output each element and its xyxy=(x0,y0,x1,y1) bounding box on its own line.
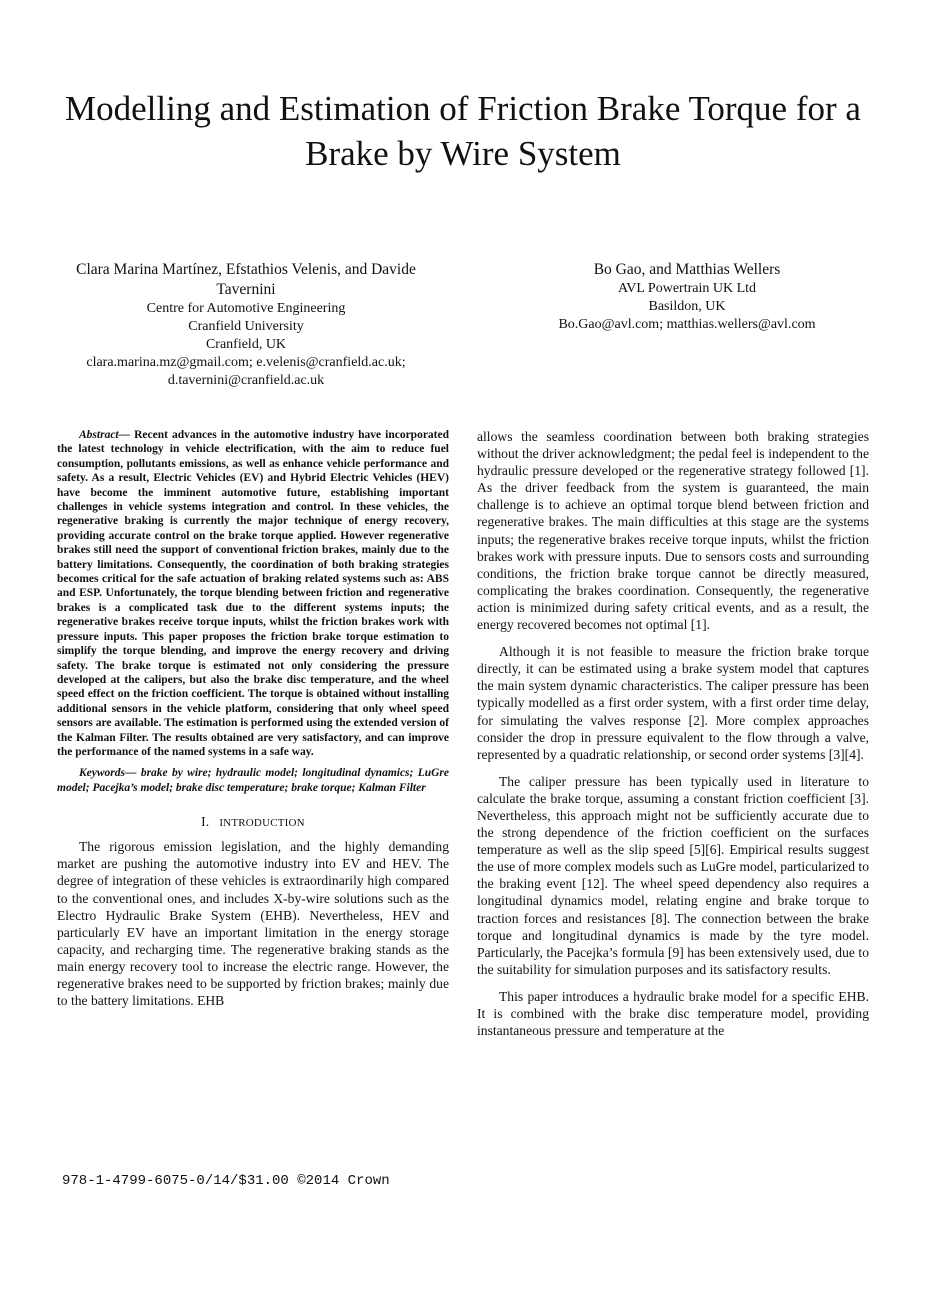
author-names-left: Clara Marina Martínez, Efstathios Velenis, and Davide Tavernini xyxy=(76,261,416,298)
body-paragraph: allows the seamless coordination between both braking strategies without the driver acknowledgment; the pedal feel is independent to the hydraulic pressure developed or the regenerative strategy followed [1]. As the driver feedback from the system is guaranteed, the main challenge is to achieve an optimal torque blend between friction and regenerative brakes. The main difficulties at this stage are the systems inputs; the regenerative brakes receive torque inputs, whilst the friction brakes work with pressure inputs. Due to sensors costs and surrounding conditions, the friction brake torque cannot be directly measured, complicating the brakes coordination. Consequently, the regenerative action is minimized during safety critical events, and as a result, the energy recovered becomes not optimal [1]. xyxy=(477,429,869,633)
keywords: Keywords— brake by wire; hydraulic model; longitudinal dynamics; LuGre model; Pacejka’s model; brake disc temperature; brake torque; Kalman Filter xyxy=(57,767,449,794)
body-paragraph: Although it is not feasible to measure the friction brake torque directly, it can be estimated using a brake system model that captures the main system dynamic characteristics. The caliper pressure has been typically modelled as a first order system, with a first order time delay, for simulating the valves response [2]. More complex approaches consider the drop in pressure equivalent to the flow through a valve, represented by a quadratic relationship, or second order systems [3][4]. xyxy=(477,644,869,762)
affiliation-line: Cranfield University xyxy=(188,319,304,334)
affiliation-line: AVL Powertrain UK Ltd xyxy=(617,281,757,296)
abstract xyxy=(57,428,449,759)
section-heading xyxy=(57,813,449,832)
affiliation-line: Cranfield, UK xyxy=(205,337,287,352)
left-column xyxy=(57,428,449,1009)
affiliation-line: Centre for Automotive Engineering xyxy=(146,301,346,316)
affiliation-line: Basildon, UK xyxy=(648,299,726,314)
author-block-right xyxy=(498,260,876,334)
paper-title: Modelling and Estimation of Friction Brake Torque for a Brake by Wire System xyxy=(65,89,861,173)
body-paragraph: The caliper pressure has been typically used in literature to calculate the brake torque, assuming a constant friction coefficient [3]. Nevertheless, this approach might not be sufficiently accurate due to the strong dependence of the friction coefficient on the surfaces temperature as well as the slip speed [5][6]. Empirical results suggest the use of more complex models such as LuGre model, particularized to the braking event [12]. The wheel speed dependency also requires a longitudinal dynamics model, relating engine and brake torque to traction forces and resistances [8]. The connection between the brake torque and longitudinal dynamics is made by the tyre model. Particularly, the Pacejka’s formula [9] has been extensively used, due to the suitability for simulation purposes and its satisfactory results. xyxy=(477,773,869,977)
body-paragraph: This paper introduces a hydraulic brake model for a specific EHB. It is combined with the brake disc temperature model, providing instantaneous pressure and temperature at the xyxy=(477,988,869,1039)
section-title: INTRODUCTION xyxy=(219,817,305,830)
right-column xyxy=(477,428,869,1039)
section-numeral: I. xyxy=(201,814,210,830)
author-email: Bo.Gao@avl.com; matthias.wellers@avl.com xyxy=(558,317,816,332)
body-paragraph: The rigorous emission legislation, and the highly demanding market are pushing the automotive industry into EV and HEV. The degree of integration of these vehicles is extraordinarily high compared to the conventional ones, and includes X-by-wire solutions such as the Electro Hydraulic Brake System (EHB). Nevertheless, HEV and particularly EV have an important limitation in the energy storage capacity, and recharging time. The regenerative braking stands as the main energy recovery tool to increase the electric range. However, the regenerative brakes need to be supported by friction brakes; mainly due to the battery limitations. EHB xyxy=(57,839,449,1009)
abstract-label: Abstract— xyxy=(79,429,131,441)
author-names-right: Bo Gao, and Matthias Wellers xyxy=(593,261,781,278)
author-email: d.tavernini@cranfield.ac.uk xyxy=(167,373,325,388)
abstract-text: Recent advances in the automotive industry have incorporated the latest technology in vehicle electrification, with the aim to reduce fuel consumption, pollutants emissions, as well as enhance vehicle performance and safety. As a result, Electric Vehicles (EV) and Hybrid Electric Vehicles (HEV) have become the imminent automotive future, establishing important challenges in vehicle systems integration and control. In these vehicles, the regenerative braking is currently the major technique of energy recovery, providing accurate control on the brake torque applied. However regenerative brakes still need the support of conventional friction brakes, mainly due to the battery limitations. Consequently, the coordination of both braking strategies becomes critical for the safe actuation of braking related systems such as: ABS and ESP. Unfortunately, the torque blending between friction and regenerative brakes is a complicated task due to the different systems inputs; the regenerative brakes receive torque inputs, whilst the friction brakes work with pressure inputs. This paper proposes the friction brake torque estimation to simplify the torque blending, and improve the energy recovery and driving safety. The brake torque is estimated not only considering the pressure developed at the calipers, but also the brake disc temperature, and the wheel speed effect on the friction coefficient. The torque is obtained without installing additional sensors in the vehicle platform, considering that only wheel speed sensors are available. The estimation is performed using the extended version of the Kalman Filter. The results obtained are very satisfactory, and can improve the performance of the named systems in a safe way. xyxy=(57,429,449,758)
copyright-footer: 978-1-4799-6075-0/14/$31.00 ©2014 Crown xyxy=(62,1173,390,1189)
author-email: clara.marina.mz@gmail.com; e.velenis@cranfield.ac.uk; xyxy=(86,355,406,370)
author-block-left xyxy=(52,260,440,390)
